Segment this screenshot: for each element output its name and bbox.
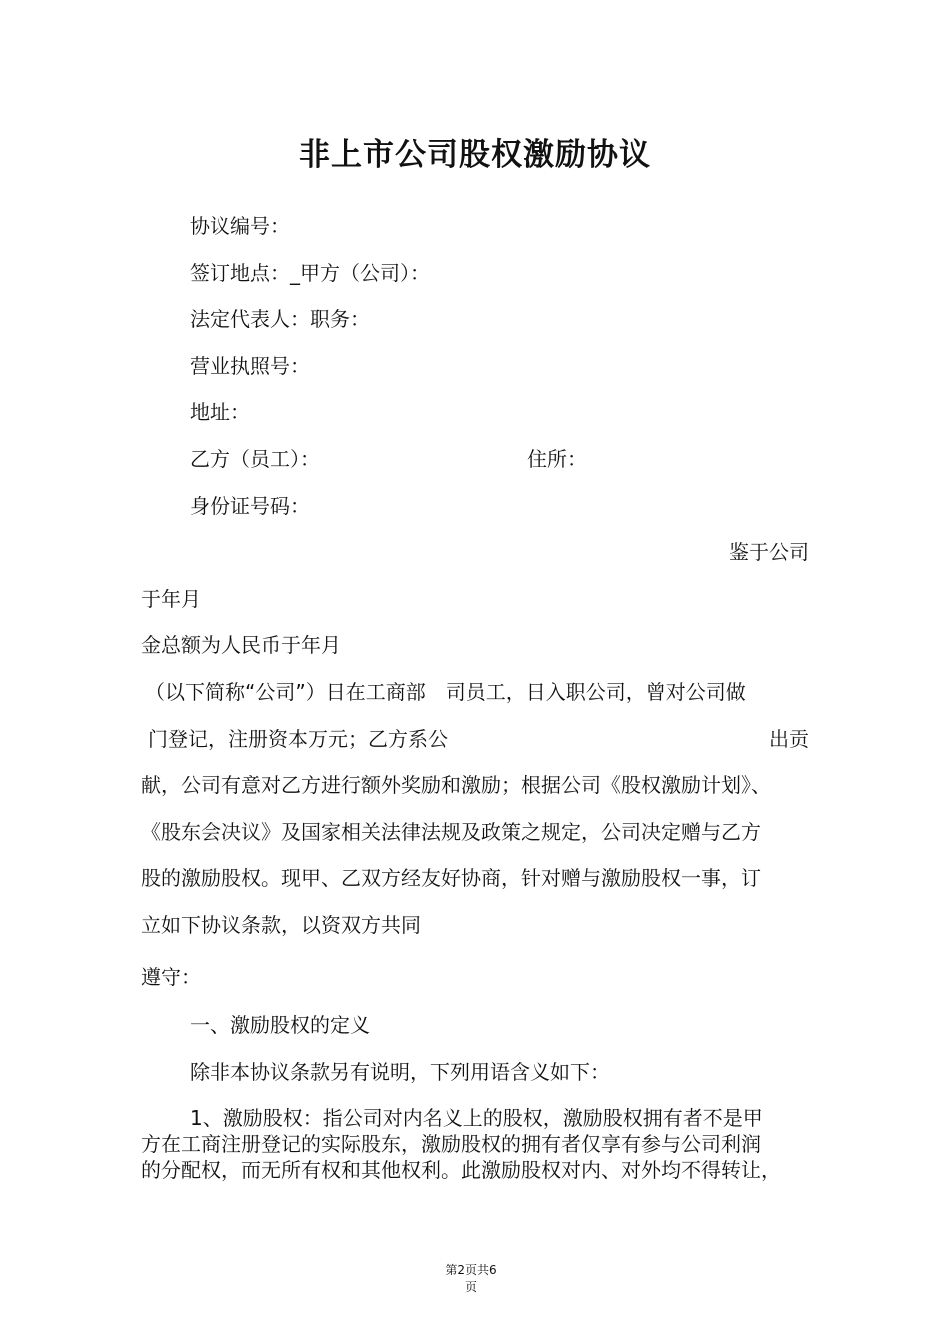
preamble-line: 于年月 xyxy=(141,587,201,611)
preamble-line: 出贡 xyxy=(769,727,809,751)
preamble-line: 立如下协议条款，以资双方共同 xyxy=(141,913,421,937)
page-number: 第2页共6 xyxy=(445,1263,497,1277)
preamble-line: 《股东会决议》及国家相关法律法规及政策之规定，公司决定赠与乙方 xyxy=(141,820,761,844)
residence-field: 住所： xyxy=(527,447,587,471)
preamble-line: 鉴于公司 xyxy=(729,540,809,564)
preamble-line: 金总额为人民币于年月 xyxy=(141,633,341,657)
preamble-line: 门登记，注册资本万元；乙方系公 xyxy=(148,727,448,751)
signing-place-field: 签订地点：_甲方（公司）： xyxy=(190,261,430,285)
section-intro: 除非本协议条款另有说明，下列用语含义如下： xyxy=(190,1060,610,1084)
document-title: 非上市公司股权激励协议 xyxy=(299,137,651,173)
section-heading: 一、激励股权的定义 xyxy=(190,1013,370,1037)
address-field: 地址： xyxy=(190,400,250,424)
id-number-field: 身份证号码： xyxy=(190,494,310,518)
legal-representative-field: 法定代表人：职务： xyxy=(190,307,370,331)
preamble-line: （以下简称“公司”）日在工商部 司员工，日入职公司，曾对公司做 xyxy=(145,680,746,704)
preamble-line: 股的激励股权。现甲、乙双方经友好协商，针对赠与激励股权一事，订 xyxy=(141,866,761,890)
definition-line: 方在工商注册登记的实际股东，激励股权的拥有者仅享有参与公司利润 xyxy=(141,1132,761,1156)
definition-line: 1、激励股权：指公司对内名义上的股权，激励股权拥有者不是甲 xyxy=(190,1106,763,1130)
definition-line: 的分配权，而无所有权和其他权利。此激励股权对内、对外均不得转让， xyxy=(141,1158,781,1182)
page-number-continued: 页 xyxy=(464,1280,477,1294)
agreement-number-field: 协议编号： xyxy=(190,214,290,238)
preamble-line: 献，公司有意对乙方进行额外奖励和激励；根据公司《股权激励计划》、 xyxy=(141,773,771,797)
business-license-field: 营业执照号： xyxy=(190,354,310,378)
party-b-field: 乙方（员工）： xyxy=(190,447,320,471)
preamble-line: 遵守： xyxy=(141,965,201,989)
